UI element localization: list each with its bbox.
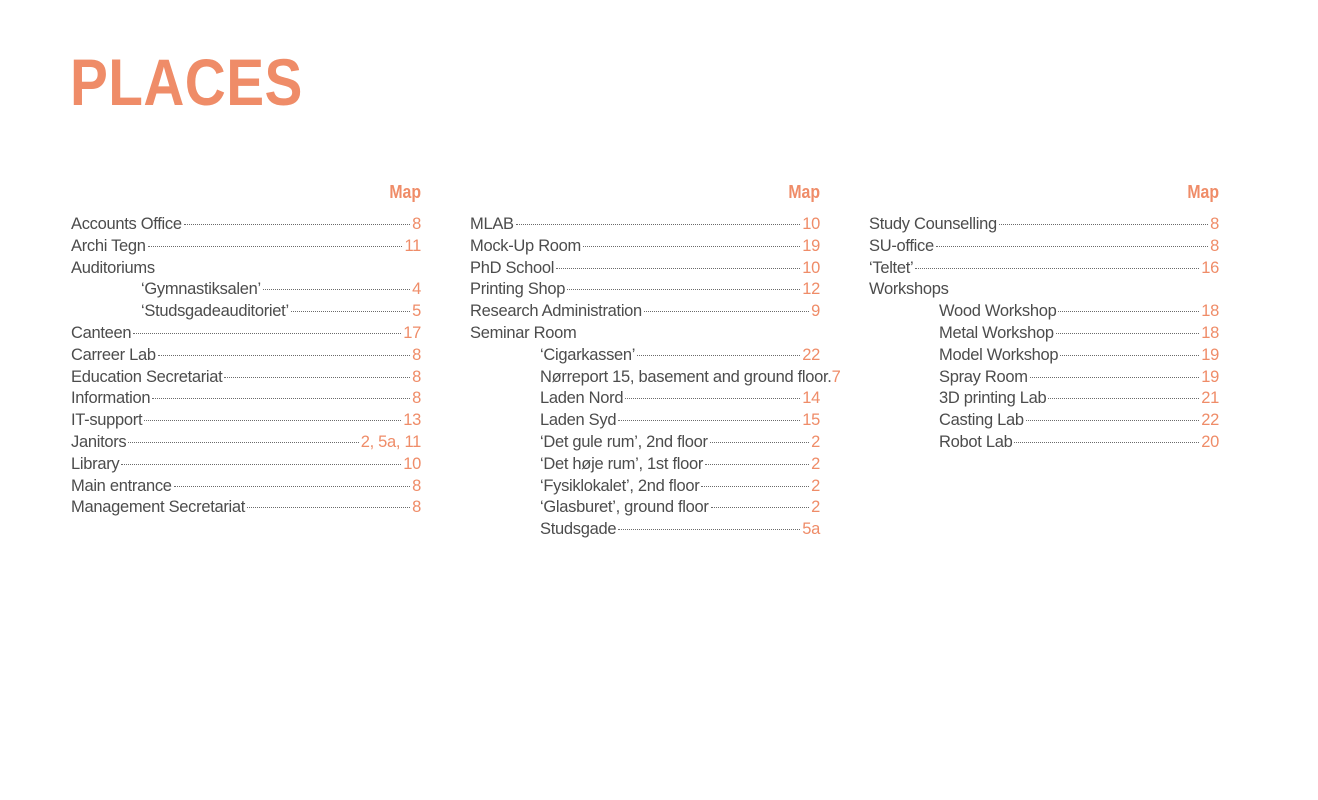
map-page-number: 15	[802, 411, 820, 430]
index-subentry	[470, 432, 820, 454]
index-column-2	[470, 180, 841, 541]
map-page-number: 16	[1201, 258, 1219, 277]
dot-leader	[567, 289, 800, 290]
map-page-number: 17	[403, 323, 421, 342]
entry-label: Robot Lab	[939, 432, 1013, 451]
entry-label: ‘Det gule rum’, 2nd floor	[540, 432, 708, 451]
index-entry	[470, 236, 820, 258]
dot-leader	[618, 529, 800, 530]
dot-leader	[128, 442, 358, 443]
map-page-number: 10	[802, 215, 820, 233]
entry-label: Archi Tegn	[71, 236, 146, 255]
map-page-number: 2	[811, 432, 820, 451]
map-page-number: 13	[403, 411, 421, 430]
entry-label: ‘Gymnastiksalen’	[141, 280, 261, 299]
map-page-number: 21	[1201, 389, 1219, 408]
entry-label: Auditoriums	[71, 258, 155, 277]
index-column-1	[71, 180, 421, 519]
entry-label: Accounts Office	[71, 215, 182, 233]
map-page-number: 2	[811, 454, 820, 473]
map-page-number: 8	[412, 215, 421, 233]
entry-label: Library	[71, 454, 120, 473]
dot-leader	[705, 464, 809, 465]
dot-leader	[1014, 442, 1199, 443]
index-subentry	[470, 410, 820, 432]
index-subentry	[470, 345, 820, 367]
index-entry	[71, 410, 421, 432]
dot-leader	[133, 333, 401, 334]
map-page-number: 2	[811, 476, 820, 495]
map-page-number: 19	[1201, 367, 1219, 386]
map-page-number: 22	[1201, 411, 1219, 430]
map-page-number: 18	[1201, 323, 1219, 342]
map-page-number: 8	[412, 498, 421, 517]
dot-leader	[148, 246, 403, 247]
dot-leader	[247, 507, 410, 508]
entry-label: Seminar Room	[470, 323, 577, 342]
index-column-3	[869, 180, 1219, 454]
index-entry	[71, 345, 421, 367]
entry-label: Spray Room	[939, 367, 1028, 386]
dot-leader	[158, 355, 410, 356]
entry-label: Laden Syd	[540, 411, 617, 430]
index-entry	[71, 388, 421, 410]
entry-label: Mock-Up Room	[470, 236, 582, 255]
map-page-number: 2	[811, 498, 820, 517]
index-subentry	[869, 301, 1219, 323]
entry-label: ‘Det høje rum’, 1st floor	[540, 454, 704, 473]
index-subentry	[470, 367, 841, 389]
index-subentry	[869, 367, 1219, 389]
index-subentry	[869, 345, 1219, 367]
index-entry	[71, 476, 421, 498]
index-list	[71, 214, 421, 519]
map-page-number: 2, 5a, 11	[360, 432, 421, 451]
entry-label: Casting Lab	[939, 411, 1024, 430]
dot-leader	[556, 268, 800, 269]
entry-label: ‘Teltet’	[869, 258, 914, 277]
entry-label: Information	[71, 389, 151, 408]
index-entry	[470, 279, 820, 301]
entry-label: Metal Workshop	[939, 323, 1054, 342]
entry-label: ‘Cigarkassen’	[540, 345, 636, 364]
dot-leader	[1030, 377, 1200, 378]
map-page-number: 4	[412, 280, 421, 299]
index-list	[869, 214, 1219, 454]
index-subentry	[869, 432, 1219, 454]
index-entry	[71, 258, 421, 280]
map-page-number: 8	[1210, 236, 1219, 255]
index-entry	[71, 432, 421, 454]
entry-label: Studsgade	[540, 520, 617, 539]
map-page-number: 8	[412, 345, 421, 364]
index-subentry	[869, 323, 1219, 345]
dot-leader	[152, 398, 410, 399]
map-page-number: 5a	[802, 520, 820, 539]
map-page-number: 19	[1201, 345, 1219, 364]
entry-label: PhD School	[470, 258, 555, 277]
index-entry	[71, 367, 421, 389]
entry-label: IT-support	[71, 411, 143, 430]
dot-leader	[915, 268, 1199, 269]
dot-leader	[701, 486, 809, 487]
entry-label: Nørreport 15, basement and ground floor.	[540, 367, 832, 386]
entry-label: Main entrance	[71, 476, 172, 495]
index-entry	[71, 454, 421, 476]
entry-label: Study Counselling	[869, 215, 997, 233]
map-page-number: 5	[412, 302, 421, 321]
entry-label: MLAB	[470, 215, 514, 233]
entry-label: Wood Workshop	[939, 302, 1057, 321]
dot-leader	[516, 224, 801, 225]
index-list	[470, 214, 841, 541]
index-subentry	[470, 388, 820, 410]
map-column-header: Map	[1187, 182, 1219, 202]
map-page-number: 7	[831, 367, 841, 386]
dot-leader	[1058, 311, 1199, 312]
dot-leader	[121, 464, 401, 465]
dot-leader	[710, 442, 809, 443]
map-page-number: 8	[412, 367, 421, 386]
index-subentry	[470, 497, 820, 519]
dot-leader	[936, 246, 1208, 247]
entry-label: ‘Glasburet’, ground floor	[540, 498, 709, 517]
map-page-number: 8	[1210, 215, 1219, 233]
map-page-number: 10	[403, 454, 421, 473]
index-subentry	[869, 388, 1219, 410]
map-column-header: Map	[389, 182, 421, 202]
index-subentry	[470, 454, 820, 476]
entry-label: ‘Studsgadeauditoriet’	[141, 302, 289, 321]
entry-label: Canteen	[71, 323, 132, 342]
map-page-number: 18	[1201, 302, 1219, 321]
index-subentry	[470, 476, 820, 498]
dot-leader	[583, 246, 800, 247]
index-entry	[470, 323, 820, 345]
dot-leader	[1026, 420, 1199, 421]
dot-leader	[711, 507, 810, 508]
entry-label: Carreer Lab	[71, 345, 156, 364]
map-column-header: Map	[788, 182, 820, 202]
index-entry	[71, 323, 421, 345]
entry-label: Education Secretariat	[71, 367, 223, 386]
entry-label: 3D printing Lab	[939, 389, 1047, 408]
index-entry	[71, 214, 421, 236]
map-page-number: 10	[802, 258, 820, 277]
index-entry	[470, 214, 820, 236]
entry-label: SU-office	[869, 236, 934, 255]
entry-label: Workshops	[869, 280, 949, 299]
index-subentry	[470, 519, 820, 541]
dot-leader	[1060, 355, 1199, 356]
dot-leader	[1048, 398, 1199, 399]
index-subentry	[71, 301, 421, 323]
map-page-number: 8	[412, 476, 421, 495]
dot-leader	[637, 355, 800, 356]
index-entry	[470, 258, 820, 280]
dot-leader	[224, 377, 410, 378]
dot-leader	[174, 486, 410, 487]
entry-label: Printing Shop	[470, 280, 566, 299]
dot-leader	[644, 311, 809, 312]
entry-label: Management Secretariat	[71, 498, 246, 517]
map-page-number: 20	[1201, 432, 1219, 451]
map-page-number: 19	[802, 236, 820, 255]
dot-leader	[625, 398, 800, 399]
dot-leader	[999, 224, 1208, 225]
entry-label: ‘Fysiklokalet’, 2nd floor	[540, 476, 700, 495]
map-page-number: 14	[802, 389, 820, 408]
entry-label: Janitors	[71, 432, 127, 451]
dot-leader	[291, 311, 410, 312]
entry-label: Research Administration	[470, 302, 642, 321]
dot-leader	[263, 289, 410, 290]
dot-leader	[144, 420, 401, 421]
index-entry	[71, 236, 421, 258]
map-page-number: 22	[802, 345, 820, 364]
index-entry	[470, 301, 820, 323]
page-title: PLACES	[70, 45, 303, 119]
entry-label: Model Workshop	[939, 345, 1059, 364]
map-page-number: 9	[811, 302, 820, 321]
index-subentry	[71, 279, 421, 301]
map-page-number: 12	[802, 280, 820, 299]
index-entry	[869, 258, 1219, 280]
index-subentry	[869, 410, 1219, 432]
index-entry	[869, 214, 1219, 236]
map-page-number: 8	[412, 389, 421, 408]
index-entry	[869, 236, 1219, 258]
dot-leader	[618, 420, 800, 421]
entry-label: Laden Nord	[540, 389, 624, 408]
index-entry	[71, 497, 421, 519]
map-page-number: 11	[404, 236, 421, 255]
dot-leader	[1056, 333, 1200, 334]
dot-leader	[184, 224, 410, 225]
index-entry	[869, 279, 1219, 301]
